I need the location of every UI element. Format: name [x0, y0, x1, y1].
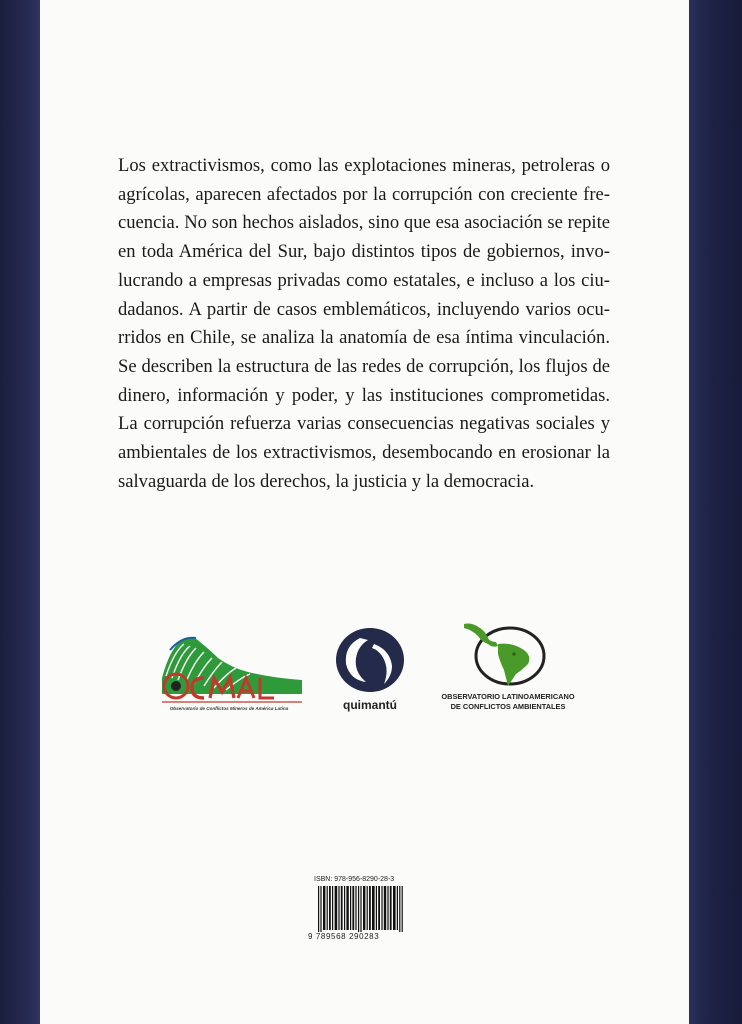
isbn-label: ISBN: 978-956-8290-28-3 — [314, 876, 395, 883]
olca-logo — [428, 620, 588, 720]
ocmal-logo — [152, 628, 306, 718]
isbn-barcode — [308, 876, 418, 946]
left-spine-edge — [0, 0, 40, 1024]
quimantu-logo — [330, 624, 410, 720]
olca-name-line1: OBSERVATORIO LATINOAMERICANO — [441, 692, 575, 701]
right-spine-edge — [689, 0, 742, 1024]
ocmal-caption: Observatorio de Conflictos Mineros de América Latina — [169, 706, 289, 711]
olca-name — [428, 692, 588, 712]
barcode-bars-icon — [308, 886, 418, 938]
back-cover-blurb: Los extractivismos, como las explotaciones mineras, petroleras o agrícolas, aparecen afectados por la corrupción con creciente frecuencia. No son hechos aislados, sino que esa asociación se repite en toda América del Sur, bajo distintos tipos de gobiernos, involucrando a empresas privadas como estatales, e incluso a los ciudadanos. A partir de casos emblemáticos, incluyendo varios ocurridos en Chile, se analiza la anatomía de esa íntima vinculación. Se describen la estructura de las redes de corrupción, los flujos de dinero, información y poder, y las instituciones comprometidas. La corrupción refuerza varias consecuencias negativas sociales y ambientales de los extractivismos, desembocando en erosionar la salvaguarda de los derechos, la justicia y la democracia. — [118, 155, 610, 492]
quimantu-emblem-icon — [330, 624, 410, 694]
olca-name-line2: DE CONFLICTOS AMBIENTALES — [450, 702, 566, 711]
americas-map-icon — [428, 620, 588, 690]
ocmal-emblem-icon — [152, 628, 306, 708]
barcode-digits: 9 789568 290283 — [308, 932, 418, 941]
back-cover-page — [40, 0, 689, 1024]
quimantu-wordmark: quimantú — [343, 698, 397, 712]
